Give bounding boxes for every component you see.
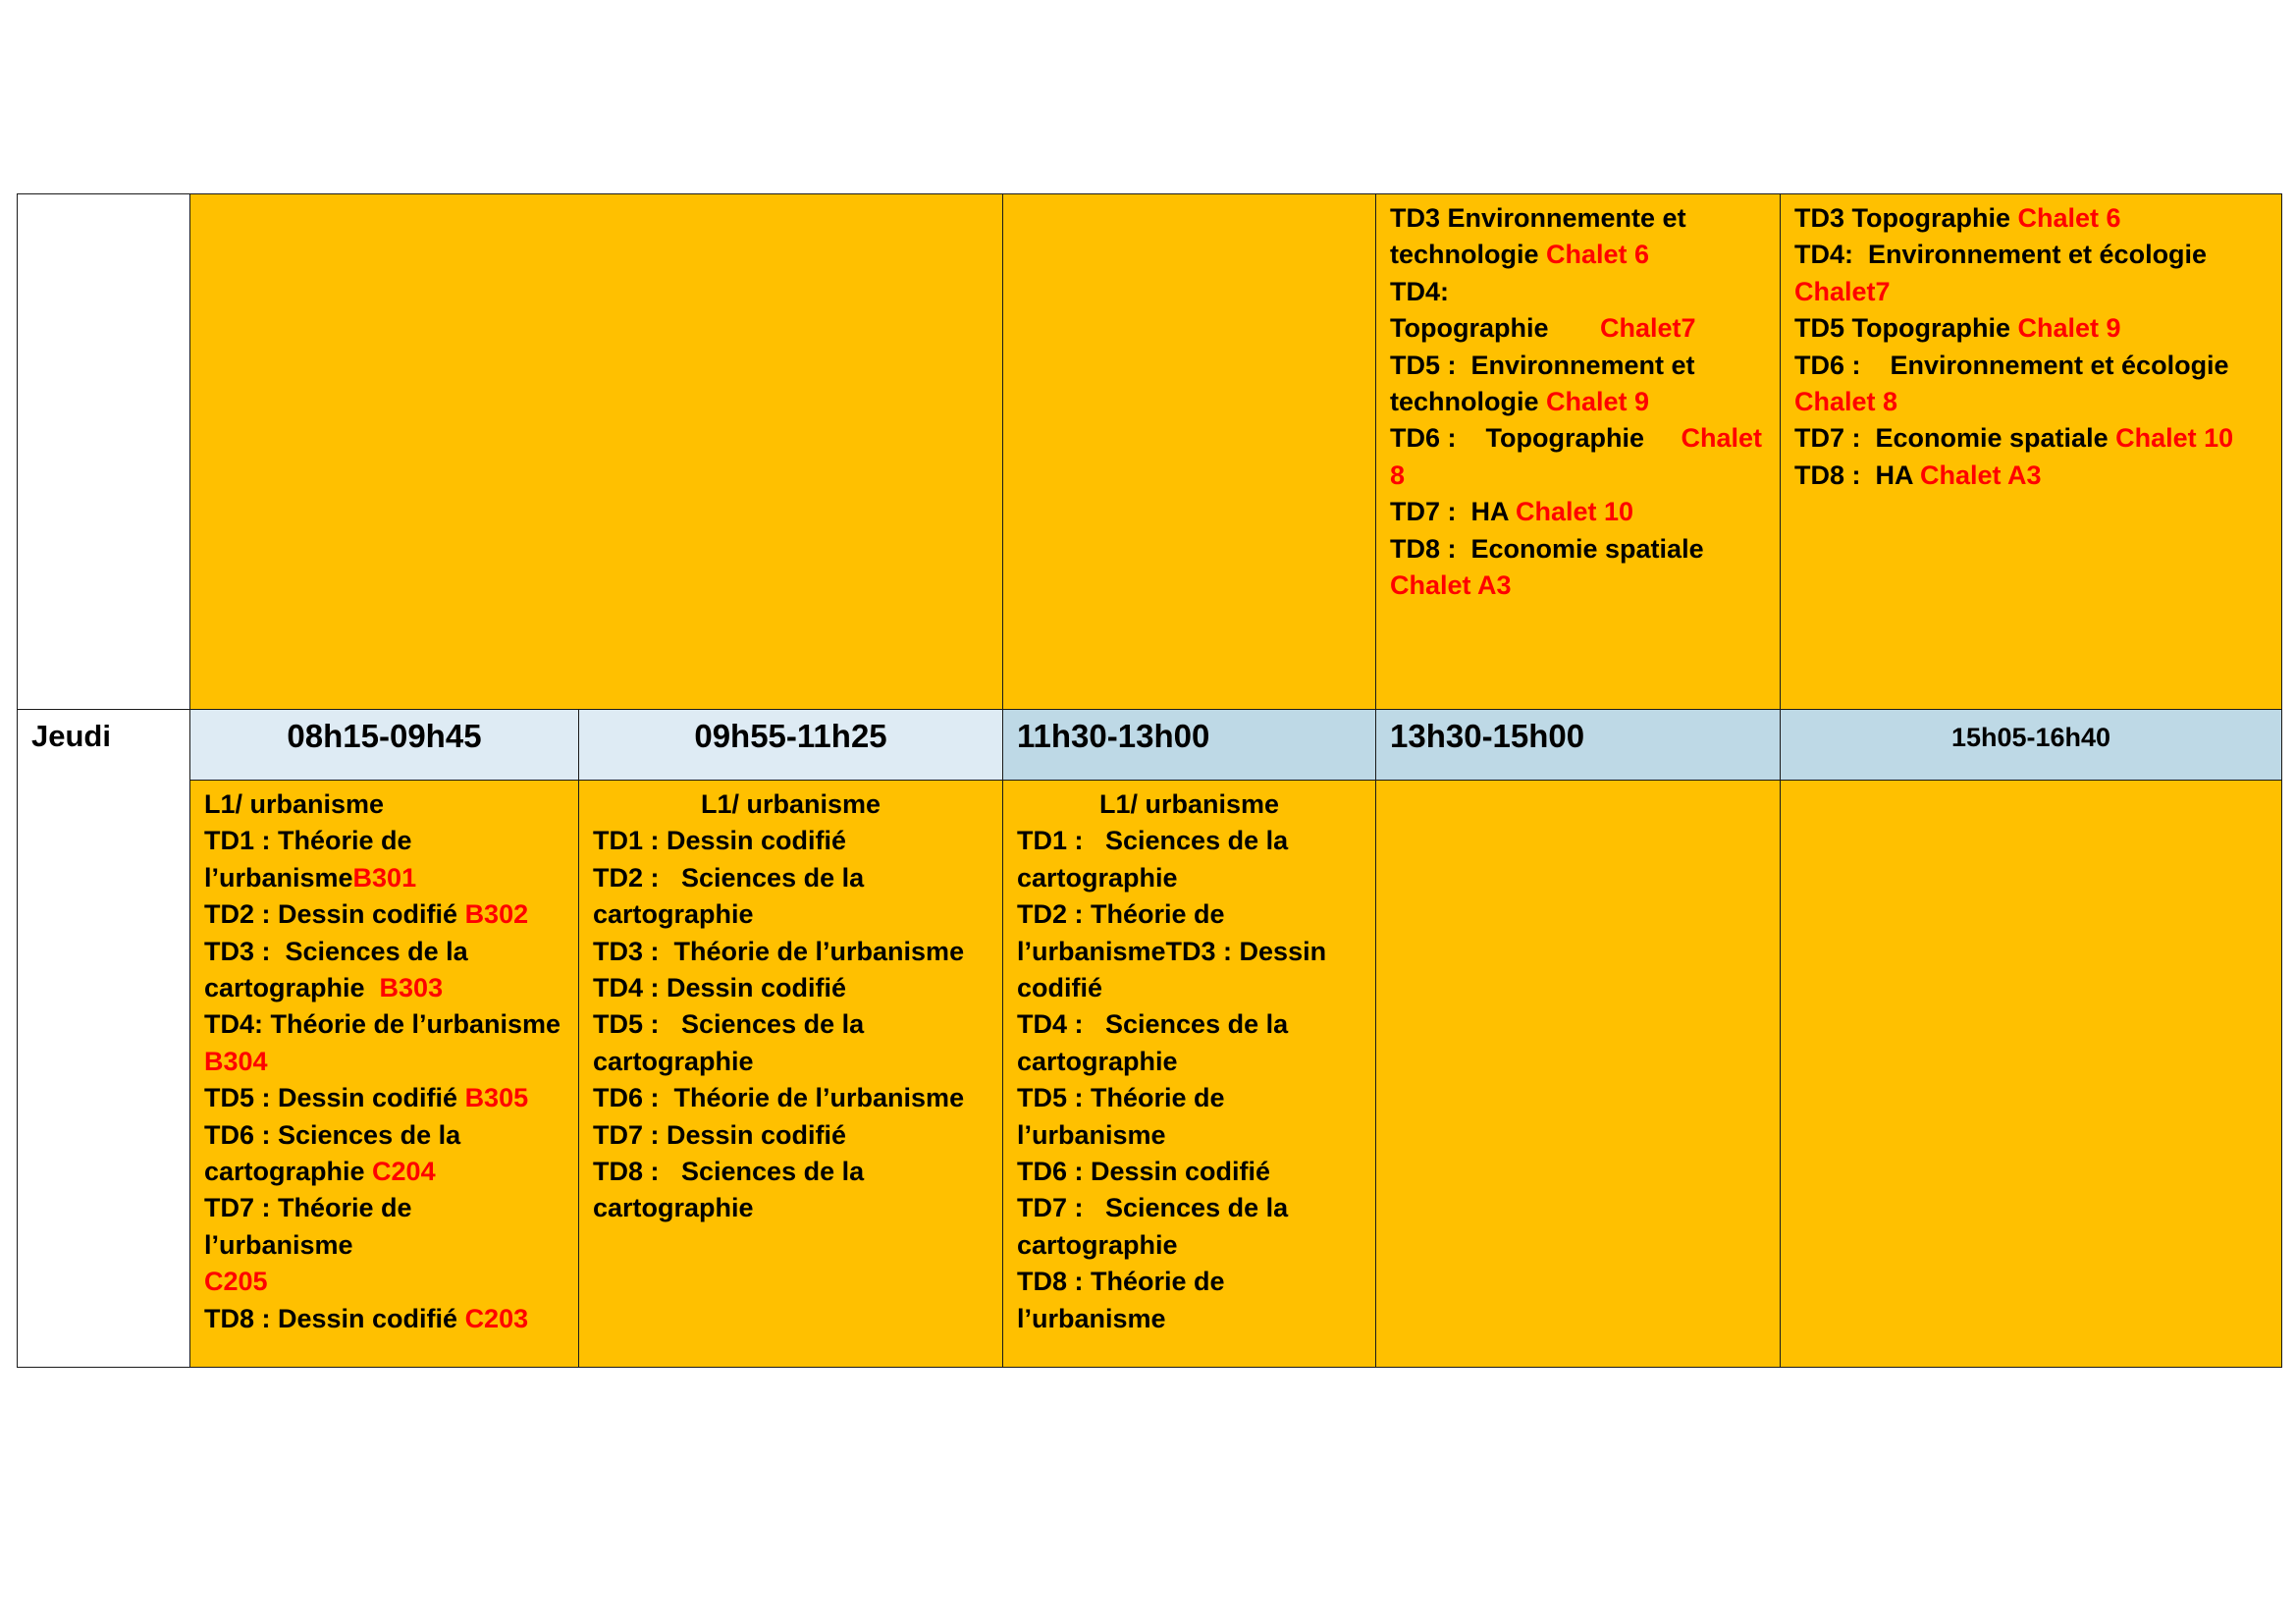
jeudi-slot-5-empty: [1781, 781, 2282, 1368]
td-line: [593, 896, 988, 933]
slot-cell-td-list-4: [1376, 194, 1781, 710]
td-line-text: l’urbanismeTD3 : Dessin: [1017, 936, 1327, 966]
td-line-text: TD7 : Economie spatiale: [1794, 423, 2116, 454]
td-line: [593, 970, 988, 1006]
td-line-text: TD5 : Environnement et: [1390, 350, 1695, 380]
td-line: [204, 1154, 564, 1190]
td-line-text: l’urbanisme: [1017, 1119, 1166, 1150]
td-line-text: TD6 : Environnement et écologie: [1794, 350, 2229, 380]
td-line: [593, 1117, 988, 1154]
room-code: Chalet: [1681, 423, 1763, 454]
td-line: [204, 934, 564, 970]
td-line-text: cartographie: [1017, 1229, 1178, 1260]
td-line: [1017, 970, 1362, 1006]
room-code: Chalet 8: [1794, 387, 1898, 417]
td-line: [593, 823, 988, 859]
room-code: Chalet 9: [2017, 313, 2121, 344]
room-code: B301: [352, 862, 417, 893]
td-line-text: TD8 : Dessin codifié: [204, 1303, 465, 1333]
td-line: [593, 1006, 988, 1043]
td-line-text: TD8 : Economie spatiale: [1390, 533, 1704, 564]
td-line-text: TD6 : Sciences de la: [204, 1119, 461, 1150]
td-line-text: TD4: Environnement et écologie: [1794, 240, 2208, 270]
time-slot-1: 08h15-09h45: [190, 710, 579, 781]
td-line: [204, 786, 564, 823]
jeudi-slot-2: [579, 781, 1003, 1368]
td-line: [204, 1006, 564, 1043]
td-line: [204, 1301, 564, 1337]
td-line-text: cartographie: [593, 899, 754, 930]
td-line-text: L1/ urbanisme: [1098, 789, 1280, 819]
td-line: [1390, 494, 1766, 530]
td-line: [204, 1190, 564, 1264]
td-line-text: TD4: Théorie de l’urbanisme: [204, 1009, 561, 1040]
td-list: [204, 786, 564, 1337]
td-line-text: cartographie: [204, 973, 380, 1003]
td-line: [204, 896, 564, 933]
td-line-text: l’urbanisme: [204, 862, 353, 893]
td-line-text: TD7 : Dessin codifié: [593, 1119, 847, 1150]
td-line: [1017, 860, 1362, 896]
td-line-text: TD3 Topographie: [1794, 203, 2018, 233]
td-line: [204, 970, 564, 1006]
td-line: [1390, 458, 1766, 494]
room-code: Chalet7: [1600, 313, 1696, 344]
td-line-text: TD6 : Dessin codifié: [1017, 1157, 1271, 1187]
td-line-text: TD1 : Sciences de la: [1017, 826, 1289, 856]
td-line: [593, 934, 988, 970]
td-line-text: TD8 : Sciences de la: [593, 1157, 865, 1187]
td-list: [1794, 200, 2268, 494]
room-code: Chalet7: [1794, 276, 1891, 306]
td-line-text: TD5 Topographie: [1794, 313, 2018, 344]
td-line-text: TD6 : Théorie de l’urbanisme: [593, 1083, 965, 1113]
room-code: C204: [372, 1157, 436, 1187]
td-line-text: cartographie: [204, 1157, 373, 1187]
td-line: [1794, 384, 2268, 420]
td-line: [1794, 348, 2268, 384]
td-line: [204, 1044, 564, 1080]
timetable-sheet: [17, 193, 2281, 1369]
td-line: [593, 860, 988, 896]
td-line-text: TD4: Topographie: [1390, 276, 1549, 344]
td-line: [593, 1044, 988, 1080]
td-line-gap: [1644, 423, 1682, 453]
td-line: [593, 1154, 988, 1190]
td-line-text: l’urbanisme: [1017, 1303, 1166, 1333]
td-line: [1017, 1190, 1362, 1226]
room-code: C205: [204, 1267, 268, 1297]
td-line-text: TD6 : Topographie: [1390, 423, 1644, 454]
time-slot-3: 11h30-13h00: [1003, 710, 1376, 781]
day-label: Jeudi: [18, 710, 190, 1368]
td-line: [1017, 786, 1362, 823]
td-line-text: cartographie: [593, 1046, 754, 1076]
td-line-text: cartographie: [1017, 1046, 1178, 1076]
td-line: [1794, 458, 2268, 494]
room-code: Chalet A3: [1920, 460, 2042, 490]
td-line-text: L1/ urbanisme: [204, 789, 385, 819]
td-line-text: TD4 : Sciences de la: [1017, 1009, 1289, 1040]
td-line: [593, 1190, 988, 1226]
jeudi-content-row: [18, 781, 2282, 1368]
room-code: 8: [1390, 460, 1406, 490]
td-line: [1390, 568, 1766, 604]
td-line-text: TD3 : Sciences de la: [204, 936, 468, 966]
previous-day-row: [18, 194, 2282, 710]
td-line: [1794, 274, 2268, 310]
td-list: [593, 786, 988, 1227]
td-line: [1017, 1264, 1362, 1300]
td-line-text: TD4 : Dessin codifié: [593, 973, 847, 1003]
td-line: [1017, 1117, 1362, 1154]
room-code: C203: [464, 1303, 529, 1333]
td-line-text: technologie: [1390, 240, 1547, 270]
td-line: [1794, 237, 2268, 273]
jeudi-slot-1: [190, 781, 579, 1368]
td-line: [1017, 1227, 1362, 1264]
td-line-text: TD2 : Théorie de: [1017, 899, 1225, 930]
td-line: [1794, 200, 2268, 237]
td-line-text: cartographie: [593, 1193, 754, 1223]
td-line: [1794, 310, 2268, 347]
td-line: [1017, 823, 1362, 859]
room-code: B303: [379, 973, 444, 1003]
td-line-text: TD8 : Théorie de: [1017, 1267, 1225, 1297]
td-line-gap: [1549, 313, 1601, 343]
timetable: [17, 193, 2282, 1368]
td-line-text: TD3 : Théorie de l’urbanisme: [593, 936, 965, 966]
jeudi-slot-3: [1003, 781, 1376, 1368]
td-line: [1017, 1154, 1362, 1190]
room-code: Chalet 6: [2017, 203, 2121, 233]
td-line-text: L1/ urbanisme: [700, 789, 881, 819]
td-line: [1390, 274, 1766, 348]
td-line-text: TD3 Environnemente et: [1390, 203, 1686, 233]
td-line-text: TD8 : HA: [1794, 460, 1920, 490]
td-line: [1390, 531, 1766, 568]
room-code: Chalet 6: [1546, 240, 1650, 270]
td-line: [1390, 420, 1766, 457]
slot-cell-td-list-5: [1781, 194, 2282, 710]
td-line: [204, 1080, 564, 1116]
td-line: [204, 860, 564, 896]
td-line-text: technologie: [1390, 387, 1547, 417]
td-line-text: TD1 : Théorie de: [204, 826, 412, 856]
time-slot-5: 15h05-16h40: [1781, 710, 2282, 781]
day-cell-empty: [18, 194, 190, 710]
td-line: [593, 1080, 988, 1116]
td-line: [1017, 896, 1362, 933]
td-line: [1017, 1080, 1362, 1116]
td-line-text: TD5 : Théorie de: [1017, 1083, 1225, 1113]
td-line: [593, 786, 988, 823]
td-line: [204, 1264, 564, 1300]
room-code: B305: [464, 1083, 529, 1113]
td-line-text: TD5 : Sciences de la: [593, 1009, 865, 1040]
time-slot-4: 13h30-15h00: [1376, 710, 1781, 781]
td-line-text: codifié: [1017, 973, 1103, 1003]
td-line: [204, 823, 564, 859]
time-slot-2: 09h55-11h25: [579, 710, 1003, 781]
room-code: Chalet 10: [2115, 423, 2234, 454]
td-line: [1017, 1301, 1362, 1337]
td-line: [1017, 1006, 1362, 1043]
td-line: [1017, 934, 1362, 970]
jeudi-header-row: [18, 710, 2282, 781]
td-line-text: TD7 : HA: [1390, 497, 1516, 527]
td-line: [1390, 237, 1766, 273]
td-line: [1794, 420, 2268, 457]
room-code: Chalet 9: [1546, 387, 1650, 417]
room-code: Chalet 10: [1516, 497, 1634, 527]
td-list: [1017, 786, 1362, 1337]
td-line-text: TD5 : Dessin codifié: [204, 1083, 465, 1113]
td-list: [1390, 200, 1766, 604]
td-line-text: TD7 : Théorie de l’urbanisme: [204, 1193, 420, 1260]
slot-cell-empty-1: [190, 194, 1003, 710]
td-line-text: cartographie: [1017, 862, 1178, 893]
td-line-text: TD2 : Sciences de la: [593, 862, 865, 893]
slot-cell-empty-3: [1003, 194, 1376, 710]
td-line: [1390, 200, 1766, 237]
td-line: [204, 1117, 564, 1154]
room-code: Chalet A3: [1390, 570, 1512, 601]
jeudi-slot-4-empty: [1376, 781, 1781, 1368]
room-code: B304: [204, 1046, 268, 1076]
td-line-text: TD1 : Dessin codifié: [593, 826, 847, 856]
td-line: [1390, 384, 1766, 420]
room-code: B302: [464, 899, 529, 930]
td-line: [1017, 1044, 1362, 1080]
td-line-text: TD2 : Dessin codifié: [204, 899, 465, 930]
td-line: [1390, 348, 1766, 384]
td-line-text: TD7 : Sciences de la: [1017, 1193, 1289, 1223]
